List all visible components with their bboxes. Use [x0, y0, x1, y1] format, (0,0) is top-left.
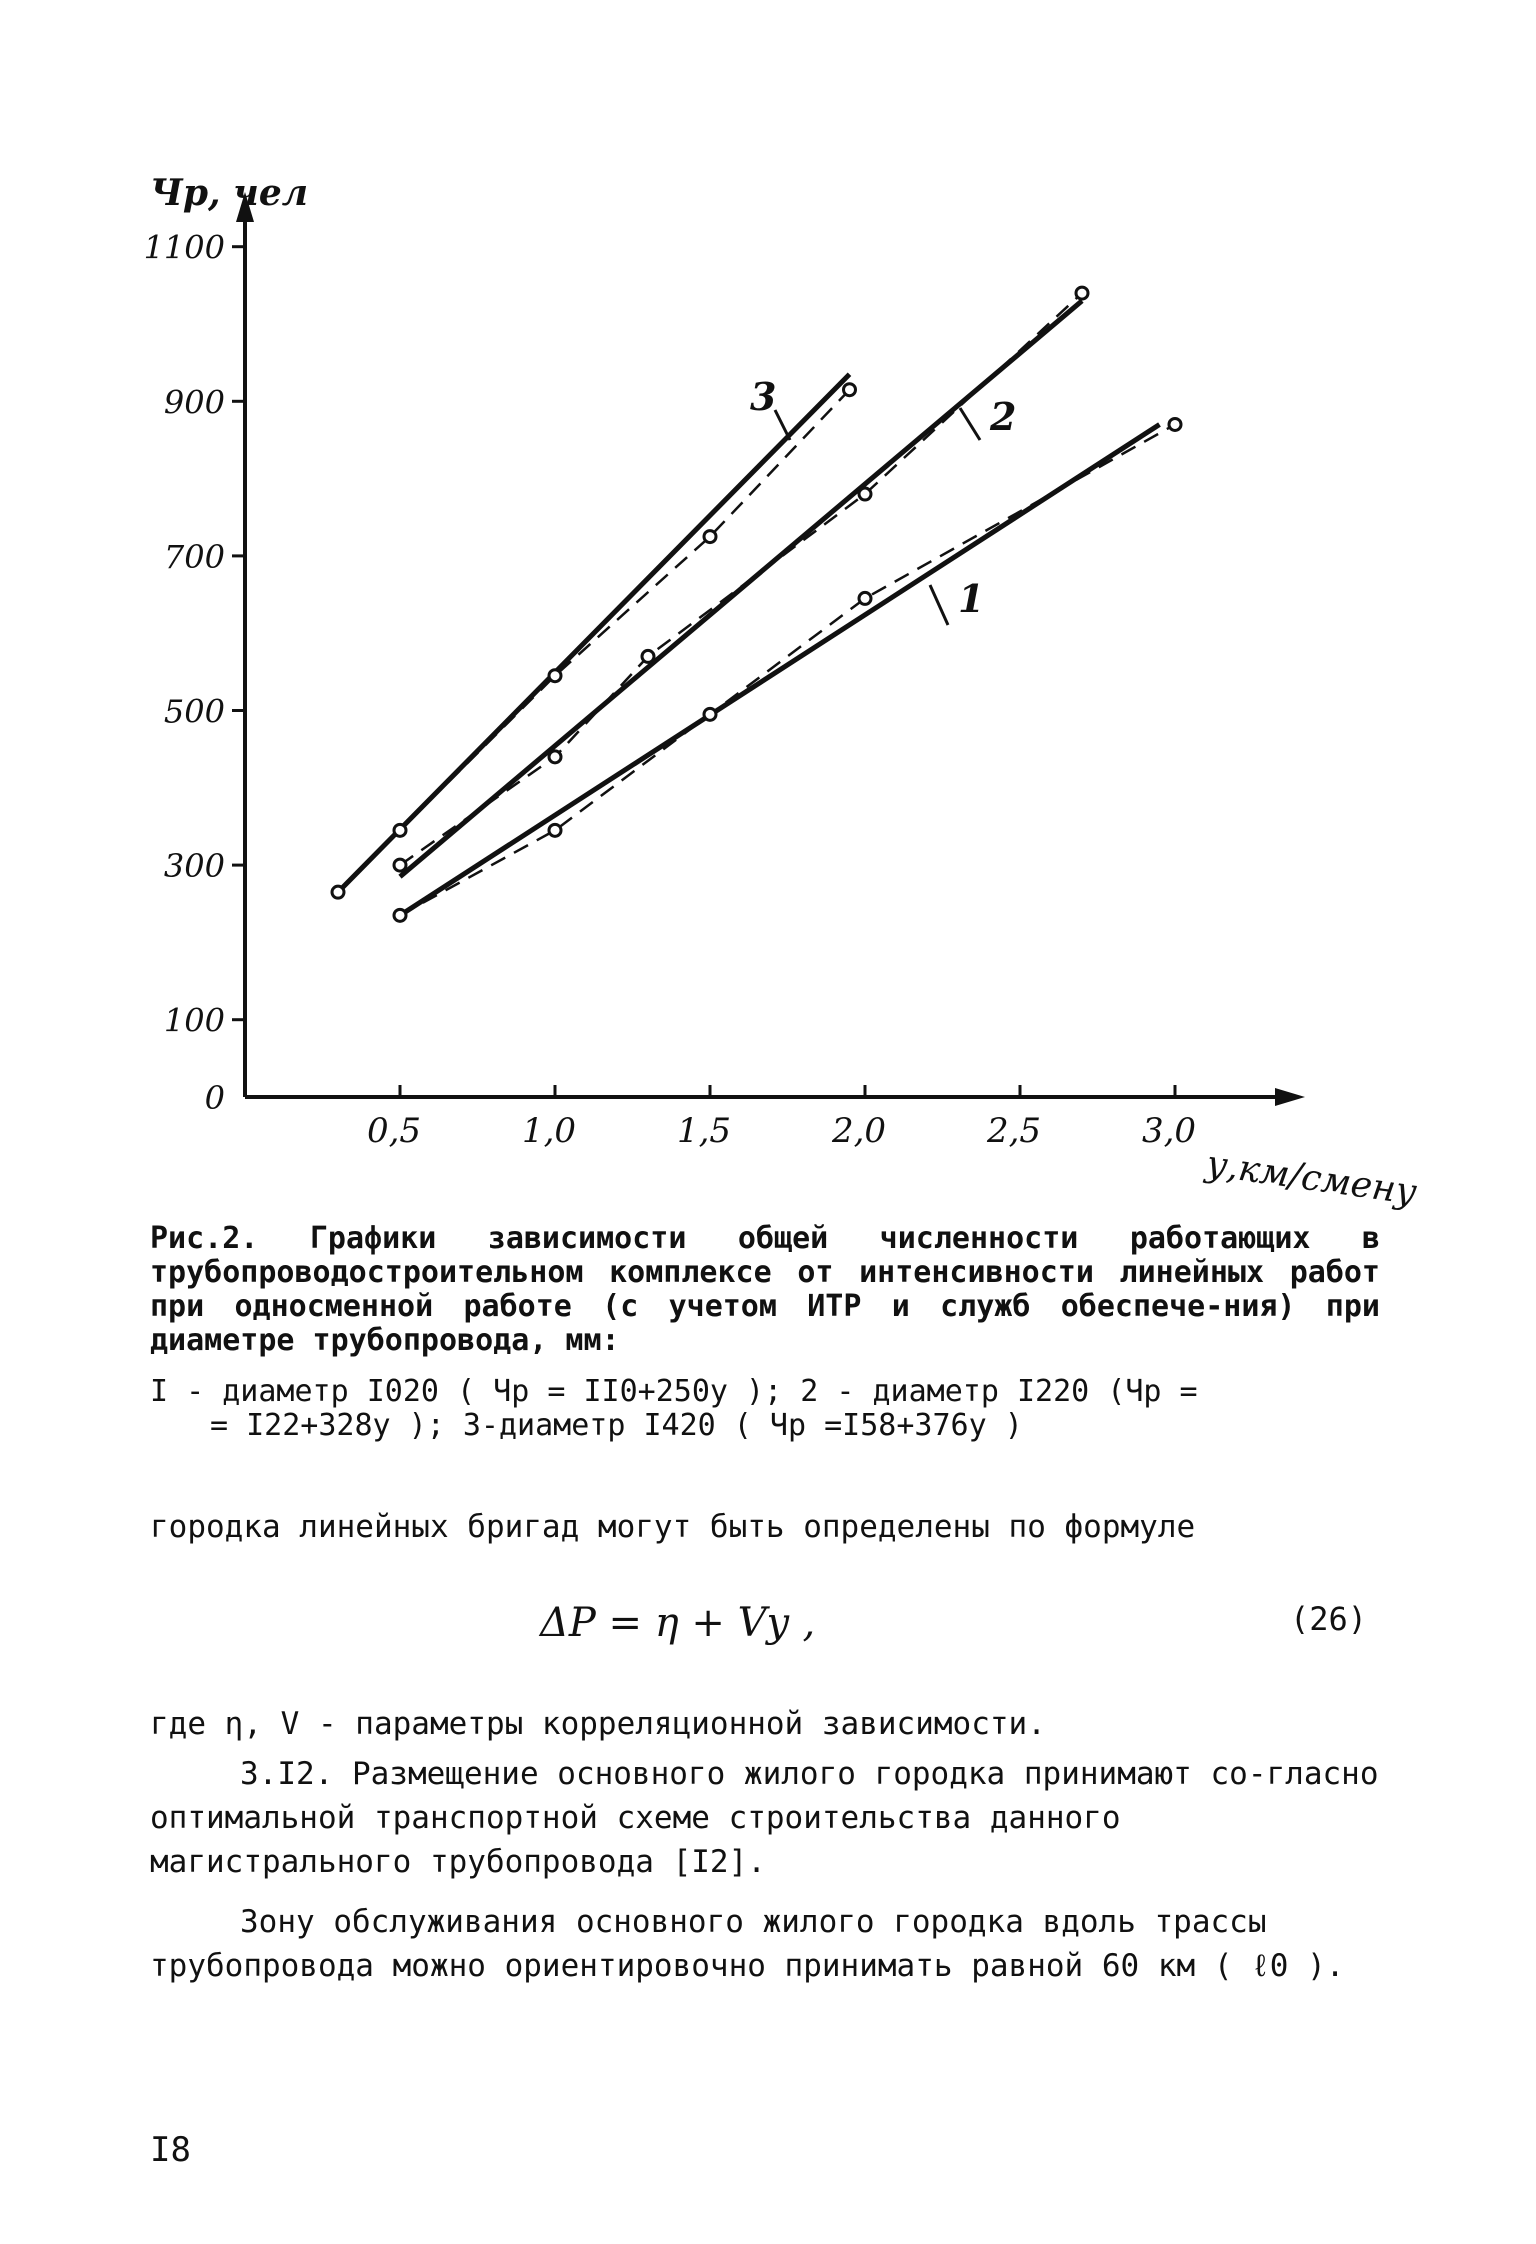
figure-legend	[150, 1375, 1410, 1443]
series-1	[394, 418, 1181, 921]
caption-text: Рис.2. Графики зависимости общей численности работающих в трубопроводостроительном комплексе от интенсивности линейных работ при односменной работе (с учетом ИТР и служб обеспече-ния) при диаметре трубопровода, мм:	[150, 1221, 1380, 1358]
x-tick-label: 3,0	[1141, 1111, 1197, 1151]
body-line-1: городка линейных бригад могут быть определены по формуле	[150, 1509, 1196, 1545]
y-tick-label: 100	[163, 1001, 225, 1040]
data-point	[394, 909, 406, 921]
y-tick-label: 700	[163, 537, 225, 576]
y-tick-label: 900	[163, 383, 225, 422]
x-axis	[245, 1088, 1305, 1106]
y-tick-label: 1100	[143, 228, 225, 267]
data-point	[844, 384, 856, 396]
series-label: 3	[750, 374, 777, 419]
x-tick-label: 1,0	[521, 1111, 577, 1151]
series-label-leader	[960, 408, 980, 440]
y-tick-label: 300	[163, 847, 225, 886]
formula: ΔP = η + Vу ,	[540, 1600, 816, 1646]
series-label: 1	[958, 576, 985, 621]
figure-caption	[150, 1222, 1380, 1358]
data-point	[642, 650, 654, 662]
data-point	[394, 859, 406, 871]
paragraph-service-zone: Зону обслуживания основного жилого городка вдоль трассы трубопровода можно ориентировочно принимать равной 60 км ( ℓ0 ).	[150, 1904, 1345, 1984]
y-axis-label: Чр, чел	[150, 172, 309, 214]
x-axis-label: у,км/смену	[1203, 1143, 1420, 1214]
y-axis	[236, 192, 254, 1097]
legend-line-1: I - диаметр I020 ( Чр = II0+250у ); 2 - диаметр I220 (Чр =	[150, 1374, 1198, 1409]
empirical-line	[338, 390, 850, 892]
x-tick-label: 2,5	[986, 1111, 1042, 1151]
x-tick-label: 2,0	[831, 1111, 887, 1151]
data-point	[859, 592, 871, 604]
legend-line-2: = I22+328у ); 3-диаметр I420 ( Чр =I58+376у )	[210, 1408, 1023, 1443]
x-tick-label: 0,5	[366, 1111, 422, 1151]
series-label-leader	[775, 410, 790, 440]
y-tick-label: 0	[204, 1079, 225, 1117]
page-number: I8	[150, 2130, 191, 2170]
data-point	[1169, 418, 1181, 430]
paragraph-3-12: 3.I2. Размещение основного жилого городка принимают со-гласно оптимальной транспортной схеме строительства данного магистрального трубопровода [I2].	[150, 1756, 1379, 1880]
regression-line	[400, 424, 1160, 915]
data-point	[394, 824, 406, 836]
data-point	[549, 824, 561, 836]
data-point	[1076, 287, 1088, 299]
data-point	[332, 886, 344, 898]
series-label: 2	[990, 394, 1017, 439]
series-3	[332, 374, 856, 898]
equation-number: (26)	[1290, 1600, 1368, 1638]
y-tick-label: 500	[163, 692, 225, 731]
data-point	[549, 751, 561, 763]
x-tick-label: 1,5	[676, 1111, 732, 1151]
series-label-leader	[930, 585, 948, 625]
body-line-2: где η, V - параметры корреляционной зависимости.	[150, 1706, 1046, 1742]
data-point	[704, 531, 716, 543]
data-point	[859, 488, 871, 500]
data-point	[704, 708, 716, 720]
data-point	[549, 670, 561, 682]
